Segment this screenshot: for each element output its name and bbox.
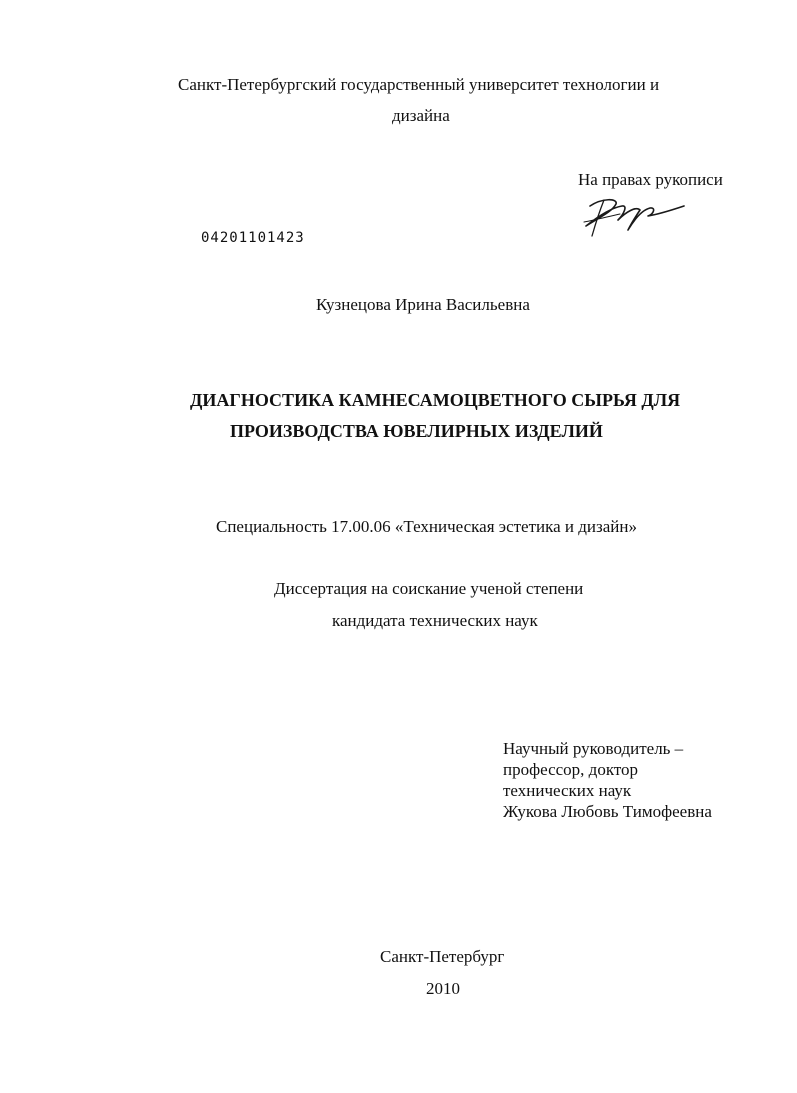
supervisor-line1: Научный руководитель –: [503, 739, 684, 758]
supervisor-line3: технических наук: [503, 781, 632, 800]
footer-city: Санкт-Петербург: [380, 947, 505, 966]
specialty-line: Специальность 17.00.06 «Техническая эстетика и дизайн»: [216, 517, 637, 536]
manuscript-note: На правах рукописи: [578, 170, 723, 189]
author-name: Кузнецова Ирина Васильевна: [316, 295, 530, 314]
registration-number: 04201101423: [201, 230, 305, 246]
thesis-title-line2: ПРОИЗВОДСТВА ЮВЕЛИРНЫХ ИЗДЕЛИЙ: [230, 421, 603, 441]
supervisor-line2: профессор, доктор: [503, 760, 639, 779]
supervisor-line4: Жукова Любовь Тимофеевна: [503, 802, 712, 821]
thesis-title-line1: ДИАГНОСТИКА КАМНЕСАМОЦВЕТНОГО СЫРЬЯ ДЛЯ: [190, 390, 681, 410]
dissertation-line1: Диссертация на соискание ученой степени: [274, 579, 584, 598]
footer-year: 2010: [426, 979, 460, 998]
university-name-line2: дизайна: [392, 106, 450, 125]
university-name-line1: Санкт-Петербургский государственный университет технологии и: [178, 75, 660, 94]
dissertation-line2: кандидата технических наук: [332, 611, 538, 630]
signature-icon: [576, 192, 688, 240]
